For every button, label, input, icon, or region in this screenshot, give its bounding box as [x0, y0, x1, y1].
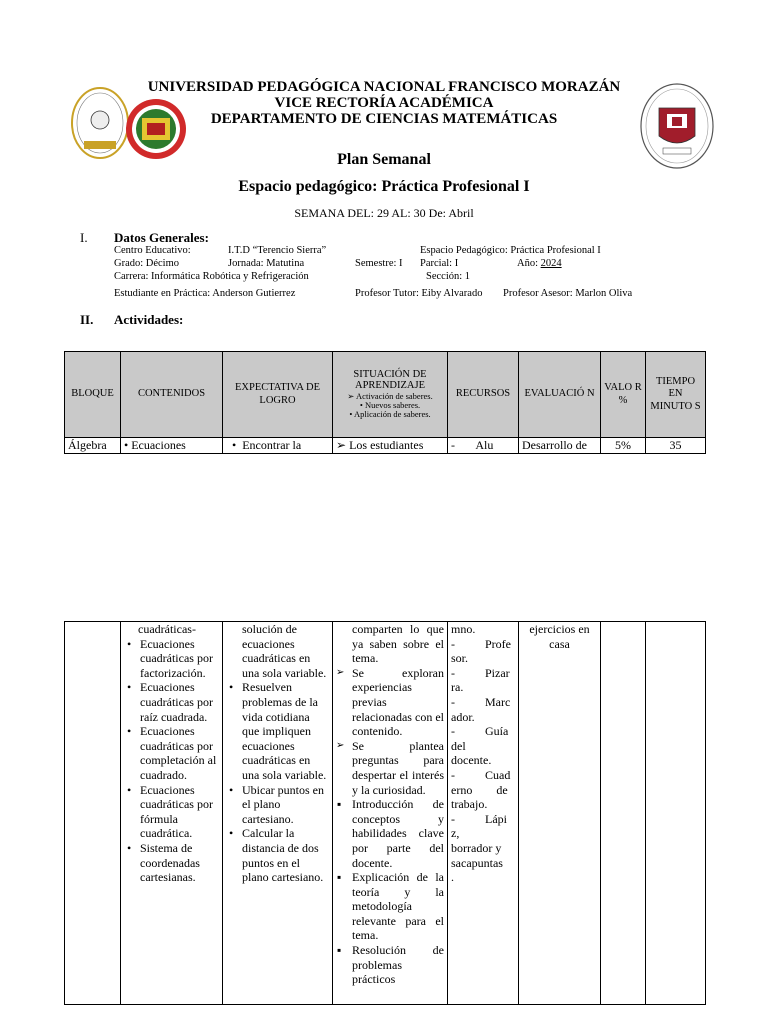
jornada: Jornada: Matutina [228, 258, 305, 269]
grado: Grado: Décimo [114, 258, 180, 269]
recursos-line: - Cuad [451, 767, 511, 782]
cont-contenidos [121, 622, 223, 1005]
header-situacion-item: • Nuevos saberes. [359, 399, 421, 410]
list-item: ▪ Explicación de la teoría y la metodología relevante para el tema. [336, 870, 444, 943]
cell-expectativa: • Encontrar la [223, 438, 333, 454]
recursos-line: docente. [451, 753, 492, 768]
semestre: Semestre: I [355, 258, 403, 269]
list-item: • Calcular la distancia de dos puntos en el plano cartesiano. [226, 826, 329, 884]
expectativa-first: solución de ecuaciones cuadráticas en una sola variable. [242, 622, 327, 680]
recursos-line: - Marc [451, 694, 511, 709]
cont-bloque [65, 622, 121, 1005]
situacion-first: comparten lo que ya saben sobre el tema. [352, 622, 444, 666]
list-item: • Ecuaciones cuadráticas por completación al cuadrado. [124, 724, 219, 782]
situacion-square-list [336, 797, 444, 987]
list-item: • Sistema de coordenadas cartesianas. [124, 841, 219, 885]
table-row [65, 622, 706, 1005]
section-2-number: II. [80, 312, 94, 327]
section-2-title: Actividades: [114, 312, 184, 327]
section-1-number: I. [80, 230, 88, 245]
recursos-line: ra. [451, 680, 464, 695]
recursos-line: . [451, 870, 454, 885]
header-bloque: BLOQUE [65, 352, 121, 438]
situacion-arrow-list [336, 666, 444, 797]
centro-value: I.T.D “Terencio Sierra” [228, 245, 327, 256]
recursos-line: - Pizar [451, 665, 510, 680]
list-item: ➢ Se exploran experiencias previas relacionadas con el contenido. [336, 666, 444, 739]
header-situacion [333, 352, 448, 438]
recursos-line: - Guía [451, 724, 509, 739]
profesor-tutor: Profesor Tutor: Eiby Alvarado [355, 288, 483, 299]
recursos-line: sor. [451, 651, 469, 666]
contenidos-first-line: cuadráticas- [138, 622, 196, 636]
list-item: • Ecuaciones cuadráticas por fórmula cuadrática. [124, 783, 219, 841]
recursos-line: z, [451, 826, 460, 841]
parcial: Parcial: I [420, 258, 459, 269]
section-1-title: Datos Generales: [114, 230, 209, 245]
cont-expectativa [223, 622, 333, 1005]
cell-bloque: Álgebra [65, 438, 121, 454]
list-item: • Ubicar puntos en el plano cartesiano. [226, 783, 329, 827]
recursos-line: mno. [451, 622, 476, 636]
table-row [65, 438, 706, 454]
list-item: ▪ Resolución de problemas prácticos [336, 943, 444, 987]
recursos-line: erno de [451, 782, 508, 797]
list-item: • Resuelven problemas de la vida cotidiana que impliquen ecuaciones cuadráticas en una sola variable. [226, 680, 329, 782]
cell-evaluacion: Desarrollo de [519, 438, 601, 454]
espacio-title: Espacio pedagógico: Práctica Profesional I [238, 178, 530, 195]
recursos-line: - Profe [451, 636, 511, 651]
cont-evaluacion: ejercicios en casa [519, 622, 601, 1005]
vice-rectory: VICE RECTORÍA ACADÉMICA [274, 95, 494, 111]
cont-tiempo [646, 622, 706, 1005]
anio [517, 258, 562, 269]
list-item: ➢ Se plantea preguntas para despertar el interés y la curiosidad. [336, 739, 444, 797]
centro-label: Centro Educativo: [114, 245, 191, 256]
recursos-line: ador. [451, 709, 475, 724]
profesor-asesor: Profesor Asesor: Marlon Oliva [503, 288, 633, 299]
header-situacion-title: SITUACIÓN DE APRENDIZAJE [353, 369, 427, 392]
university-name: UNIVERSIDAD PEDAGÓGICA NACIONAL FRANCISCO MORAZÁN [147, 79, 621, 95]
cell-recursos: - Alu [448, 438, 519, 454]
header-expectativa: EXPECTATIVA DE LOGRO [223, 352, 333, 438]
department-name: DEPARTAMENTO DE CIENCIAS MATEMÁTICAS [210, 111, 558, 127]
anio-value: 2024 [540, 258, 562, 269]
list-item: ▪ Introducción de conceptos y habilidades clave por parte del docente. [336, 797, 444, 870]
cont-situacion [333, 622, 448, 1005]
expectativa-list [226, 680, 329, 884]
header-valor: VALO R % [601, 352, 646, 438]
header-contenidos: CONTENIDOS [121, 352, 223, 438]
cont-recursos [448, 622, 519, 1005]
header-situacion-item: • Aplicación de saberes. [349, 409, 431, 420]
header-recursos: RECURSOS [448, 352, 519, 438]
espacio-pedagogico: Espacio Pedagógico: Práctica Profesional I [420, 245, 601, 256]
week-line: SEMANA DEL: 29 AL: 30 De: Abril [294, 206, 474, 220]
table-header-row [65, 352, 706, 438]
list-item: • Ecuaciones cuadráticas por factorización. [124, 637, 219, 681]
recursos-line: borrador y [451, 840, 502, 855]
cell-situacion: ➢ Los estudiantes [333, 438, 448, 454]
estudiante: Estudiante en Práctica: Anderson Gutierrez [114, 288, 296, 299]
header-tiempo: TIEMPO EN MINUTO S [646, 352, 706, 438]
header-situacion-item: ➢ Activación de saberes. [347, 390, 433, 401]
activities-table [64, 351, 706, 454]
recursos-line: del [451, 738, 466, 753]
seccion: Sección: 1 [426, 271, 471, 282]
recursos-line: sacapuntas [451, 855, 503, 870]
anio-label: Año: [517, 258, 541, 269]
cell-valor: 5% [601, 438, 646, 454]
cell-contenidos: • Ecuaciones [121, 438, 223, 454]
header-evaluacion: EVALUACIÓ N [519, 352, 601, 438]
list-item: • Ecuaciones cuadráticas por raíz cuadrada. [124, 680, 219, 724]
recursos-line: - Lápi [451, 811, 507, 826]
carrera: Carrera: Informática Robótica y Refrigeración [114, 271, 309, 282]
plan-title: Plan Semanal [337, 151, 431, 168]
contenidos-list [124, 637, 219, 885]
cell-tiempo: 35 [646, 438, 706, 454]
recursos-line: trabajo. [451, 797, 488, 812]
activities-table-continuation [64, 621, 706, 1005]
cont-valor [601, 622, 646, 1005]
